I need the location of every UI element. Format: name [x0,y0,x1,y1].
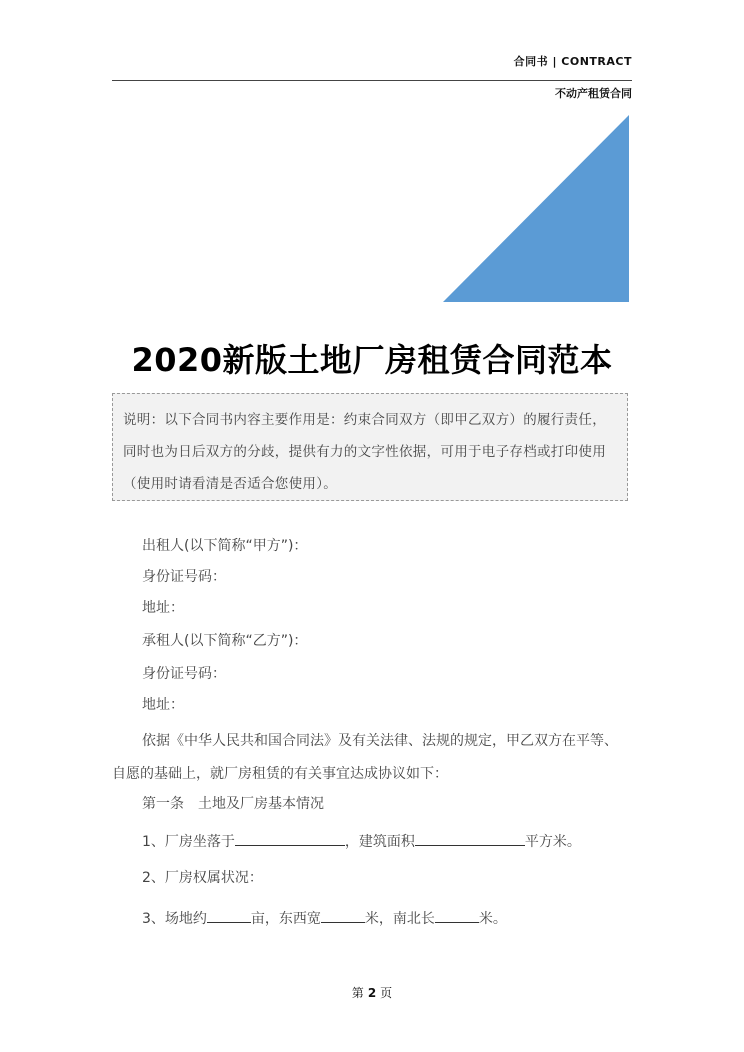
page-number: 2 [367,986,377,1000]
acre-blank[interactable] [207,906,251,923]
article-1-item-2: 2、厂房权属状况： [142,870,263,886]
item-1-mid: ，建筑面积 [344,834,415,850]
article-1-heading: 第一条 土地及厂房基本情况 [142,796,324,812]
decorative-triangle [443,115,629,302]
lessee-id-label: 身份证号码： [142,666,226,682]
lessee-address-label: 地址： [142,697,184,713]
page-footer [0,984,744,1001]
lessor-address-label: 地址： [142,600,184,616]
preamble-line-1: 依据《中华人民共和国合同法》及有关法律、法规的规定，甲乙双方在平等、 [142,733,618,749]
east-west-blank[interactable] [321,906,365,923]
footer-prefix: 第 [351,986,364,1000]
header-rule [112,80,632,81]
notice-text: 说明：以下合同书内容主要作用是：约束合同双方（即甲乙双方）的履行责任，同时也为日后双方的分歧，提供有力的文字性依据，可用于电子存档或打印使用（使用时请看清是否适合您使用）。 [123,412,606,492]
document-title: 2020新版土地厂房租赁合同范本 [131,341,613,379]
header-brand: 合同书 | CONTRACT [513,55,632,68]
notice-box [112,393,628,501]
footer-suffix: 页 [380,986,393,1000]
lessor-label: 出租人(以下简称“甲方”)： [142,538,308,554]
item-3-c: 米。 [478,911,507,927]
lessor-id-label: 身份证号码： [142,569,226,585]
item-1-suffix: 平方米。 [524,834,581,850]
location-blank[interactable] [235,829,345,846]
item-1-prefix: 1、厂房坐落于 [142,834,235,850]
article-1-item-3 [142,906,507,928]
lessee-label: 承租人(以下简称“乙方”)： [142,633,308,649]
item-3-b: 米，南北长 [364,911,435,927]
article-1-item-1 [142,829,581,851]
item-3-prefix: 3、场地约 [142,911,207,927]
preamble-line-2: 自愿的基础上，就厂房租赁的有关事宜达成协议如下： [112,766,448,782]
north-south-blank[interactable] [435,906,479,923]
area-blank[interactable] [415,829,525,846]
item-3-a: 亩，东西宽 [250,911,321,927]
header-subtitle: 不动产租赁合同 [555,87,632,100]
